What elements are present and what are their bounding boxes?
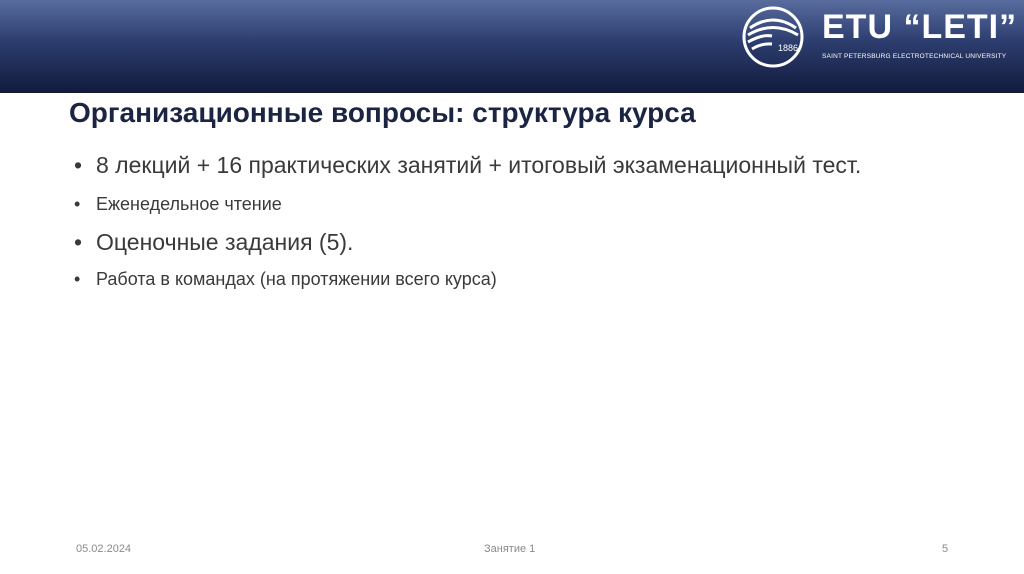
bullet-item	[72, 229, 932, 256]
bullet-dot: •	[74, 269, 81, 289]
bullet-text: 8 лекций + 16 практических занятий + итоговый экзаменационный тест.	[96, 152, 862, 178]
bullet-item	[72, 268, 932, 290]
bullet-text: Еженедельное чтение	[96, 194, 282, 214]
etu-leti-emblem-icon	[742, 6, 804, 68]
bullet-dot: •	[74, 194, 81, 214]
footer-lesson: Занятие 1	[484, 543, 536, 555]
logo-wordmark: ETU “LETI”	[822, 8, 1018, 46]
bullet-dot: •	[74, 152, 83, 178]
header-banner	[0, 0, 1024, 93]
bullet-text: Оценочные задания (5).	[96, 229, 354, 255]
bullet-text: Работа в командах (на протяжении всего курса)	[96, 269, 497, 289]
logo-subtitle: SAINT PETERSBURG ELECTROTECHNICAL UNIVERSITY	[822, 53, 1007, 60]
page-number: 5	[942, 543, 949, 555]
logo-year: 1886	[778, 43, 799, 53]
bullet-item	[72, 152, 932, 179]
bullet-item	[72, 193, 932, 215]
footer-date: 05.02.2024	[76, 543, 132, 555]
slide-title: Организационные вопросы: структура курса	[69, 97, 696, 128]
bullet-dot: •	[74, 229, 83, 255]
bullet-list	[72, 152, 932, 290]
